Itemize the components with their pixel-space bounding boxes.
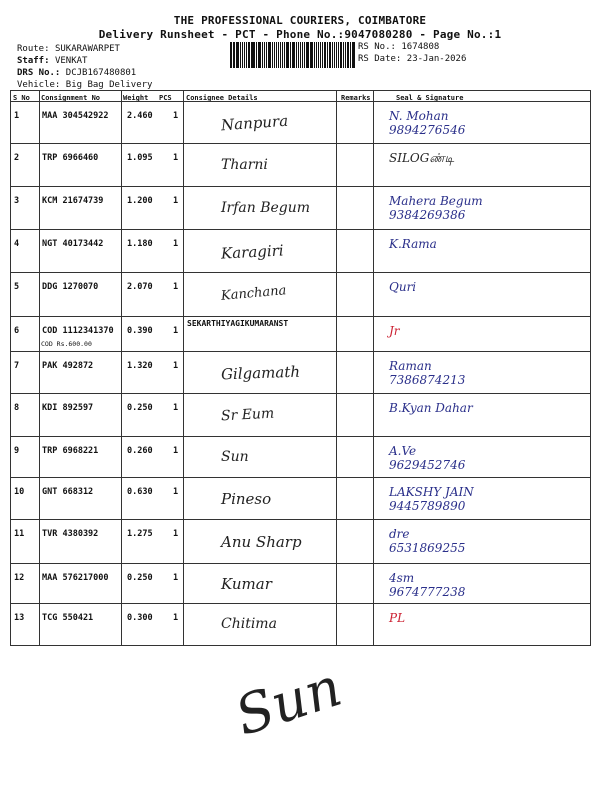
pcs: 1 [173,529,179,539]
barcode-bar [284,42,285,68]
row-sno: 11 [14,529,25,539]
staff-value: VENKAT [54,56,88,66]
consignment-no: TCG 550421 [42,613,94,623]
rs-date-value: 23-Jan-2026 [406,54,467,64]
barcode-bar [334,42,335,68]
drs-line [17,68,136,78]
consignee-signature: Gilgamath [220,362,301,384]
barcode-bar [293,42,295,68]
row-sno: 4 [14,239,20,249]
pcs: 1 [173,613,179,623]
barcode-bar [268,42,270,68]
pcs: 1 [173,361,179,371]
seal-signature: Jr [389,324,400,338]
barcode-bar [236,42,238,68]
barcode-bar [233,42,234,68]
barcode-bar [322,42,323,68]
row-divider [11,603,590,604]
rs-no-label: RS No.: [358,42,396,52]
row-divider [11,563,590,564]
seal-signature: 4sm 9674777238 [389,571,466,599]
barcode-bar [352,42,353,68]
row-sno: 8 [14,403,20,413]
vehicle-label: Vehicle: [17,80,61,90]
col-remarks: Remarks [341,94,371,102]
consignee-signature: Karagiri [220,240,285,263]
barcode-bar [242,42,244,68]
row-sno: 5 [14,282,20,292]
barcode-bar [259,42,261,68]
barcode-bar [264,42,265,68]
consignment-no: GNT 668312 [42,487,94,497]
consignee-signature: Kanchana [220,283,287,304]
barcode-bar [230,42,232,68]
row-divider [11,272,590,273]
consignment-no: KCM 21674739 [42,196,104,206]
barcode-bar [336,42,338,68]
col-seal: Seal & Signature [396,94,464,102]
drs-label: DRS No.: [17,68,61,78]
seal-signature: N. Mohan 9894276546 [389,109,466,137]
consignment-no: MAA 576217000 [42,573,109,583]
seal-signature: dre 6531869255 [389,527,466,555]
consignee-signature: Nanpura [220,111,289,135]
row-sno: 9 [14,446,20,456]
pcs: 1 [173,403,179,413]
consignment-no: TRP 6968221 [42,446,99,456]
consignment-no: NGT 40173442 [42,239,104,249]
pcs: 1 [173,196,179,206]
col-consignee: Consignee Details [186,94,258,102]
barcode-bar [266,42,268,68]
rs-no-value: 1674808 [401,42,440,52]
col-sno: S No [13,94,30,102]
consignment-no: PAK 492872 [42,361,94,371]
barcode-bar [329,42,331,68]
barcode-bar [345,42,346,68]
row-divider [11,316,590,317]
staff-line [17,56,87,66]
row-sno: 12 [14,573,25,583]
col-consignment: Consignment No [41,94,101,102]
weight: 0.260 [127,446,153,456]
company-title: THE PROFESSIONAL COURIERS, COIMBATORE [173,14,427,27]
consignment-no: DDG 1270070 [42,282,99,292]
consignment-no: TRP 6966460 [42,153,99,163]
row-divider [11,101,590,102]
barcode-bar [252,42,254,68]
seal-signature: SILOGண்டி [389,151,455,165]
pcs: 1 [173,573,179,583]
barcode-bar [353,42,355,68]
barcode-bar [340,42,342,68]
barcode-bar [248,42,250,68]
footer-signature: Sun [227,655,349,748]
seal-signature: K.Rama [389,237,437,251]
pcs: 1 [173,282,179,292]
weight: 1.200 [127,196,153,206]
route-value: SUKARAWARPET [54,44,120,54]
seal-signature: PL [389,611,406,625]
col-divider [336,91,337,645]
pcs: 1 [173,446,179,456]
row-divider [11,436,590,437]
cod-amount: COD Rs.600.00 [41,340,92,348]
runsheet-subtitle: Delivery Runsheet - PCT - Phone No.:9047080280 - Page No.:1 [98,28,502,41]
row-divider [11,477,590,478]
barcode-bar [280,42,281,68]
col-divider [373,91,374,645]
pcs: 1 [173,153,179,163]
consignment-no: MAA 304542922 [42,111,109,121]
route-line [17,44,120,54]
rs-info [358,41,466,65]
barcode-bar [347,42,349,68]
barcode-bar [240,42,241,68]
col-divider [39,91,40,645]
row-divider [11,229,590,230]
row-sno: 3 [14,196,20,206]
row-divider [11,351,590,352]
barcode-bar [274,42,275,68]
seal-signature: Mahera Begum 9384269386 [389,194,483,222]
seal-signature: LAKSHY JAIN 9445789890 [389,485,474,513]
row-divider [11,143,590,144]
seal-signature: Quri [389,280,417,294]
consignment-no: KDI 892597 [42,403,94,413]
pcs: 1 [173,111,179,121]
runsheet-table [10,90,591,646]
barcode-bar [290,42,291,68]
pcs: 1 [173,239,179,249]
consignee-signature: Irfan Begum [221,199,311,216]
barcode-bar [258,42,259,68]
barcode-bar [343,42,344,68]
barcode-bar [296,42,297,68]
weight: 1.095 [127,153,153,163]
row-sno: 10 [14,487,25,497]
barcode-bar [298,42,299,68]
barcode-bar [251,42,252,68]
weight: 1.320 [127,361,153,371]
consignee-signature: Chitima [221,616,277,632]
barcode-bar [282,42,284,68]
row-divider [11,393,590,394]
staff-label: Staff: [17,56,50,66]
weight: 0.390 [127,326,153,336]
weight: 0.630 [127,487,153,497]
weight: 0.250 [127,573,153,583]
weight: 2.070 [127,282,153,292]
barcode-bar [350,42,351,68]
barcode-bar [310,42,311,68]
rs-date-label: RS Date: [358,54,402,64]
consignee-signature: Sr Eum [220,405,275,424]
col-divider [183,91,184,645]
barcode-bar [234,42,235,68]
barcode-bar [316,42,317,68]
barcode-bar [320,42,321,68]
vehicle-line [17,80,152,90]
pcs: 1 [173,487,179,497]
barcode-bar [292,42,293,68]
col-pcs: PCS [159,94,172,102]
row-divider [11,519,590,520]
barcode-bar [311,42,313,68]
row-sno: 7 [14,361,20,371]
vehicle-value: Big Bag Delivery [65,80,153,90]
row-sno: 13 [14,613,25,623]
row-sno: 2 [14,153,20,163]
col-weight: Weight [123,94,149,102]
route-label: Route: [17,44,50,54]
weight: 1.275 [127,529,153,539]
col-divider [121,91,122,645]
consignee-signature: Sun [221,448,249,465]
barcode-bar [276,42,278,68]
consignee-signature: Anu Sharp [221,533,302,551]
consignee-name: SEKARTHIYAGIKUMARANST [187,319,289,328]
seal-signature: Raman 7386874213 [389,359,466,387]
drs-value: DCJB167480801 [65,68,137,78]
weight: 2.460 [127,111,153,121]
seal-signature: A.Ve 9629452746 [389,444,466,472]
row-divider [11,186,590,187]
barcode-bar [327,42,328,68]
consignment-no: COD 1112341370 [42,326,114,336]
consignee-signature: Kumar [221,575,272,593]
barcode-bar [244,42,245,68]
row-sno: 1 [14,111,20,121]
barcode-bar [272,42,273,68]
barcode-bar [318,42,320,68]
barcode-bar [286,42,288,68]
barcode-bar [262,42,263,68]
barcode-bar [338,42,339,68]
barcode-bar [256,42,257,68]
consignee-signature: Tharni [221,156,268,173]
row-sno: 6 [14,326,20,336]
barcode-bar [324,42,326,68]
barcode-bar [304,42,305,68]
barcode-bar [246,42,247,68]
barcode-bar [314,42,315,68]
weight: 0.300 [127,613,153,623]
pcs: 1 [173,326,179,336]
barcode-bar [332,42,333,68]
barcode-bar [300,42,302,68]
seal-signature: B.Kyan Dahar [389,401,473,415]
barcode-bar [302,42,303,68]
weight: 1.180 [127,239,153,249]
weight: 0.250 [127,403,153,413]
consignment-no: TVR 4380392 [42,529,99,539]
barcode-bar [278,42,279,68]
barcode-bar [306,42,308,68]
consignee-signature: Pineso [221,490,272,508]
barcode [230,42,355,68]
